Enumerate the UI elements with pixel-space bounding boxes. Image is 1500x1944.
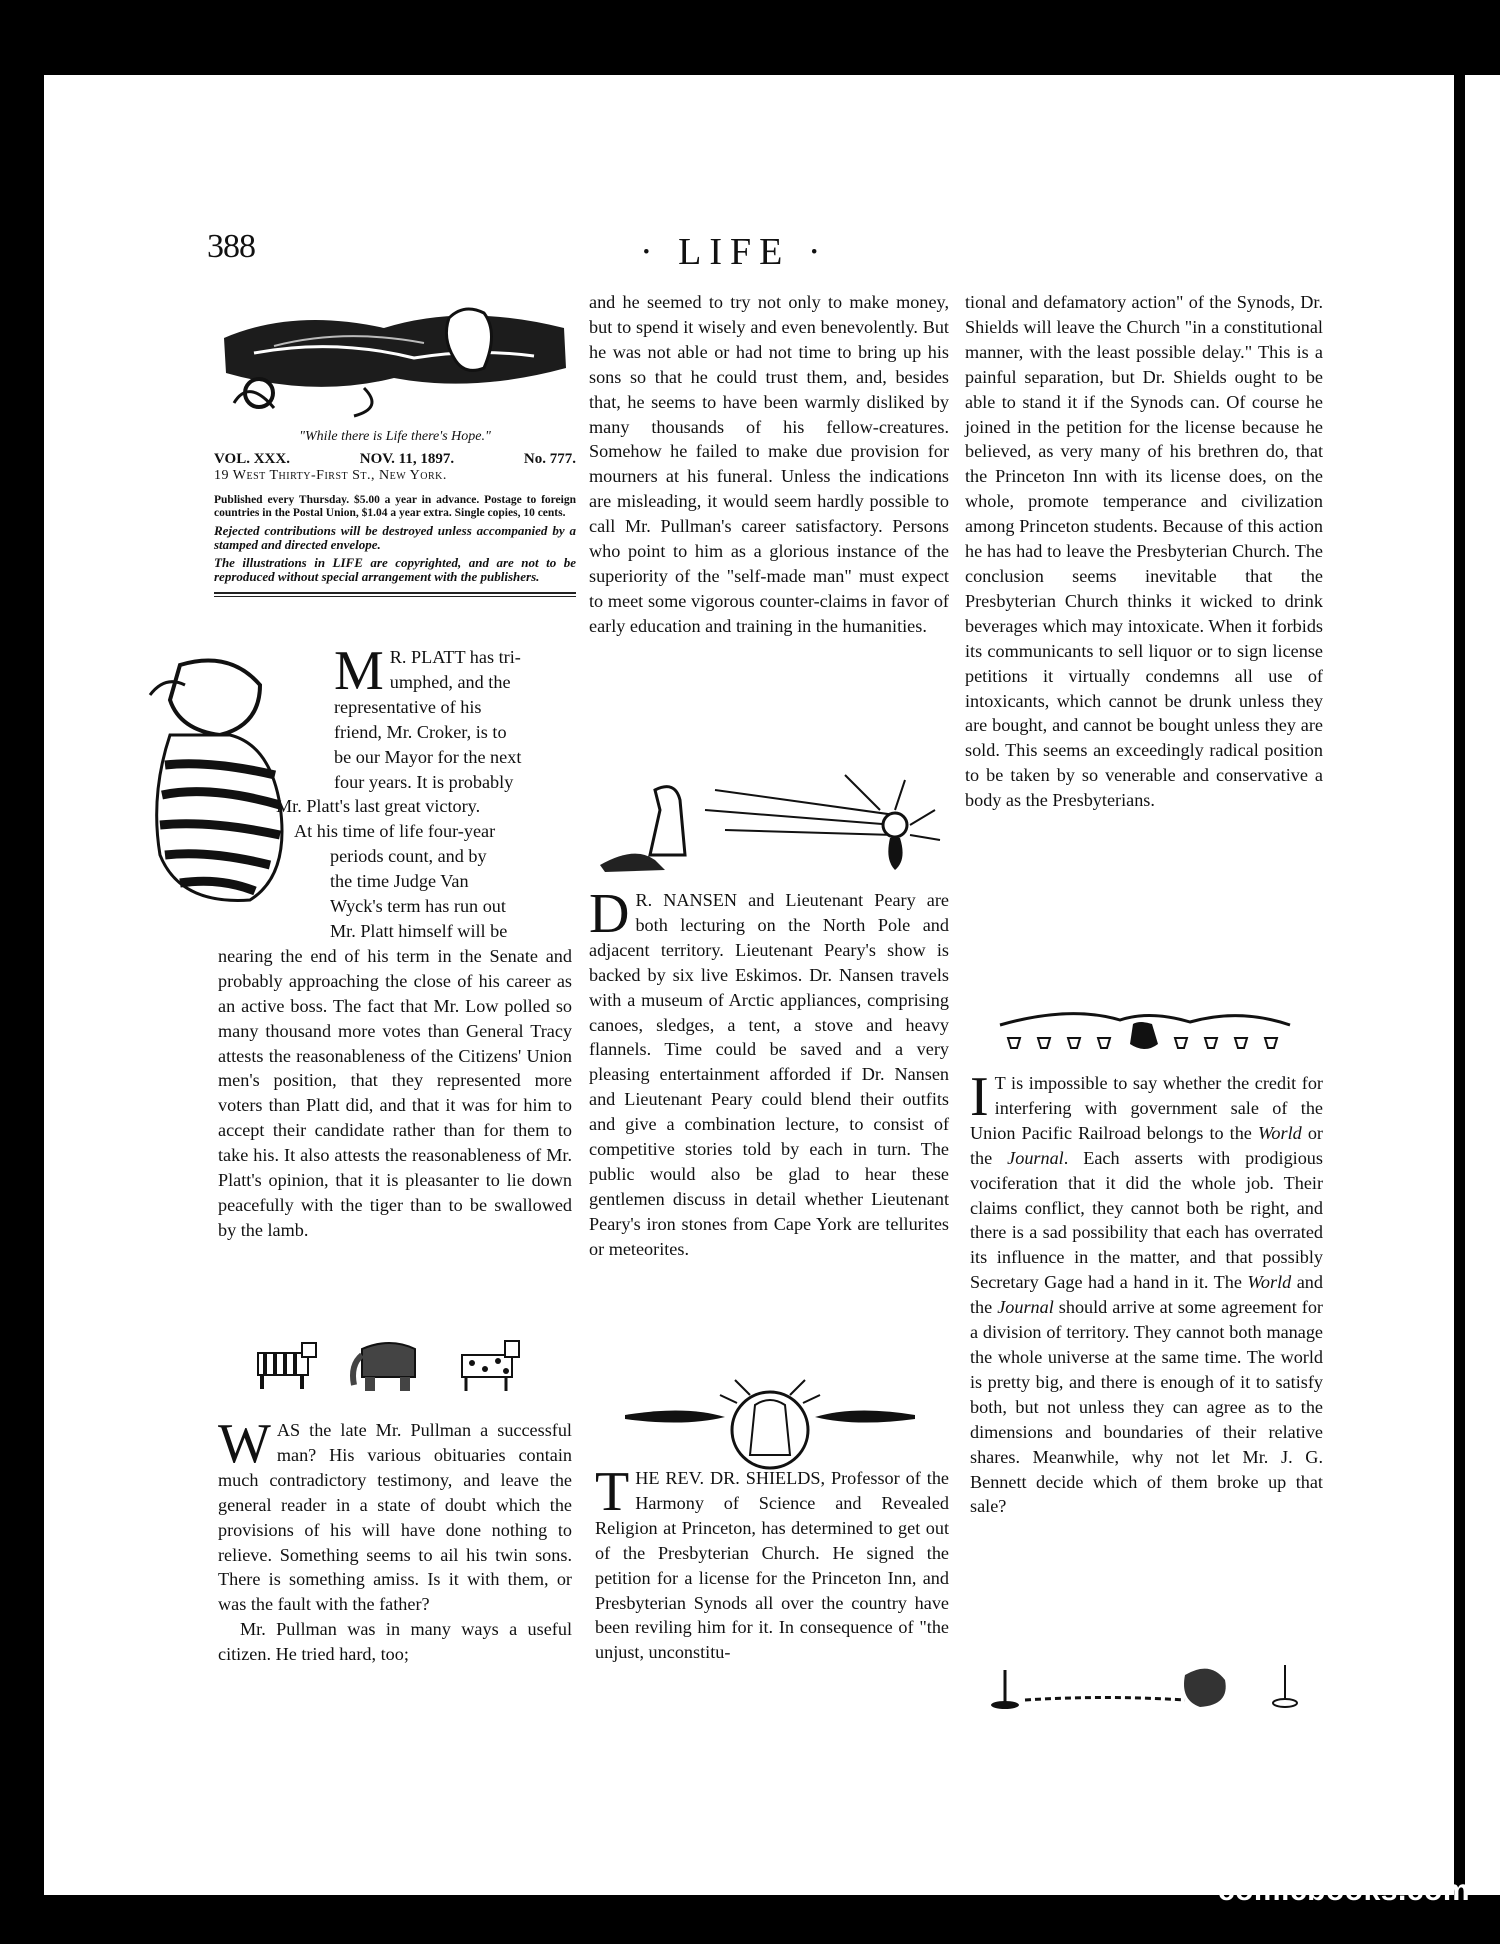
rejected-notice: Rejected contributions will be destroyed unless accompanied by a stamped and directed envelope. <box>214 523 576 552</box>
tail-illustration <box>985 1655 1315 1715</box>
platt-line: Mr. Platt himself will be <box>330 920 508 941</box>
platt-line: periods count, and by <box>330 846 487 867</box>
motto: "While there is Life there's Hope." <box>299 429 491 444</box>
explorer-illustration <box>595 770 945 880</box>
platt-line: Mr. Platt's last great victory. <box>276 796 481 817</box>
lamb-icon <box>462 1341 519 1391</box>
volume: VOL. XXX. <box>214 451 290 467</box>
platt-line: four years. It is probably <box>334 771 514 792</box>
pullman-section <box>218 1413 572 1667</box>
animals-illustration <box>250 1335 550 1395</box>
world-text: or the <box>970 1122 1323 1168</box>
pullman-continued: and he seemed to try not only to make money, but to spend it wisely and even benevolently. But he was not able or had not time to bring up his sons so that he could trust them, and, besides that, he seems to have been warmly disliked by many thousands of his fellow-creatures. Somehow he failed to make due provision for mourners at his funeral. Unless the indications are misleading, it would seem hardly possible to call Mr. Pullman's career satisfactory. Persons who point to him as a glorious instance of the superiority of the "self-made man" must expect to meet some vigorous counter-claims in favor of early education and training in the humanities. <box>589 292 949 636</box>
world-journal-section <box>970 1066 1323 1519</box>
world-text: . Each asserts with prodigious vociferation that it did the whole job. Their claims conflict, they cannot both be right, and there is a sad possibility that each has overrated its influence in the matter, and that possibly Secretary Gage had a hand in it. The <box>970 1147 1323 1293</box>
platt-line: the time Judge Van <box>330 871 469 892</box>
shields-section <box>595 1461 949 1665</box>
issue-date: NOV. 11, 1897. <box>359 451 455 467</box>
platt-wrap-lines <box>218 640 572 944</box>
journal-title: Journal <box>997 1297 1054 1318</box>
platt-line: Wyck's term has run out <box>330 896 506 917</box>
publishing-terms: Published every Thursday. $5.00 a year in advance. Postage to foreign countries in the Postal Union, $1.04 a year extra. Single copies, 10 cents. <box>214 494 576 519</box>
glasses-illustration <box>990 1000 1300 1060</box>
masthead-title: · LIFE · <box>640 231 829 273</box>
tiger-icon <box>258 1343 316 1389</box>
address: 19 West Thirty-First St., New York. <box>214 468 447 483</box>
world-text: T is impossible to say whether the credit for interfering with government sale of the Union Pacific Railroad belongs to the <box>970 1073 1323 1143</box>
nansen-drop-cap: D <box>589 883 630 945</box>
journal-title: Journal <box>1007 1147 1064 1168</box>
column-3 <box>965 290 1323 813</box>
pullman-paragraph: AS the late Mr. Pullman a successful man? His various obituaries contain much contradictory testimony, and leave the general reader in a state of doubt which the provisions of his will have done nothing to relieve. Something seems to ail his twin sons. There is something amiss. Is it with them, or was the fault with the father? <box>218 1420 572 1615</box>
page-number: 388 <box>207 228 255 265</box>
platt-line: representative of his <box>334 696 482 717</box>
volume-line <box>214 451 576 468</box>
watermark-credit: comicbooks.com <box>1217 1874 1470 1907</box>
platt-paragraph: nearing the end of his term in the Senate and probably approaching the close of his career as an active boss. The fact that Mr. Low polled so many thousand more votes than General Tracy attests the reasonableness of the Citizens' Union men's position, that they represented more voters than Platt did, and that it was for him to accept their candidate rather than for them to take his. It also attests the reasonableness of Mr. Platt's opinion, that it is pleasanter to lie down peacefully with the tiger than to be swallowed by the lamb. <box>218 945 572 1240</box>
pullman-drop-cap: W <box>218 1413 271 1475</box>
platt-line: R. PLATT has tri- <box>389 647 521 667</box>
world-title: World <box>1257 1122 1302 1143</box>
world-title: World <box>1247 1272 1292 1293</box>
column-2 <box>589 290 949 639</box>
column-1 <box>218 640 572 1243</box>
platt-line: umphed, and the <box>389 671 511 692</box>
world-drop-cap: I <box>970 1066 989 1128</box>
shields-paragraph: HE REV. DR. SHIELDS, Professor of the Harmony of Science and Revealed Religion at Princeton, has determined to get out of the Presbyterian Church. He signed the petition for a license for the Princeton Inn, and Presbyterian Synods all over the country have been reviling him for it. In consequence of "the unjust, unconstitu- <box>595 1468 949 1663</box>
nansen-paragraph: R. NANSEN and Lieutenant Peary are both lecturing on the North Pole and adjacent territory. Lieutenant Peary's show is backed by six live Eskimos. Dr. Nansen travels with a museum of Arctic appliances, comprising canoes, sledges, a tent, a stove and heavy flannels. Time could be saved and a very pleasing entertainment afforded if Dr. Nansen and Lieutenant Peary could blend their outfits and give a combination lecture, to consist of competitive stories told by each in turn. The public would also be glad to hear these gentlemen discuss in detail whether Lieutenant Peary's iron stones from Cape York are tellurites or meteorites. <box>589 890 949 1259</box>
shields-drop-cap: T <box>595 1461 630 1523</box>
world-text: and the <box>970 1272 1323 1318</box>
elephant-icon <box>353 1343 415 1391</box>
facing-page-edge <box>1465 75 1500 1895</box>
banner-illustration <box>214 298 576 418</box>
copyright-notice: The illustrations in LIFE are copyrighted, and are not to be reproduced without special arrangement with the publishers. <box>214 555 576 584</box>
pullman-paragraph-2: Mr. Pullman was in many ways a useful citizen. He tried hard, too; <box>218 1619 572 1665</box>
platt-drop-cap: M <box>334 640 384 702</box>
box-rule <box>214 592 576 597</box>
world-text: should arrive at some agreement for a division of territory. They cannot both manage the whole universe at the same time. The world is pretty big, and there is enough of it to satisfy both, but not unless they can agree as to the dimensions and boundaries of their relative shares. Meanwhile, why not let Mr. J. G. Bennett decide which of them broke up that sale? <box>970 1297 1323 1517</box>
shields-continued: tional and defamatory action" of the Synods, Dr. Shields will leave the Church "in a constitutional manner, with the least possible delay." This is a painful separation, but Dr. Shields ought to be able to stand it if the Synods can. Of course he joined in the petition for the license because he believed, as very many of his brethren do, that the Princeton Inn with its license does, on the whole, promote temperance and civilization among Princeton students. Because of this action he has had to leave the Presbyterian Church. The conclusion seems inevitable that the Presbyterian Church thinks it wicked to drink beverages which may intoxicate. When it forbids its communicants to sell liquor or to sign license petitions it virtually condemns all use of intoxicants, which cannot be drunk unless they are bought, and cannot be bought unless they are sold. This seems an exceedingly radical position to be taken by so venerable and conservative a body as the Presbyterians. <box>965 292 1323 811</box>
nansen-section <box>589 883 949 1262</box>
publication-box <box>214 298 576 597</box>
platt-line: At his time of life four-year <box>294 821 496 842</box>
platt-line: be our Mayor for the next <box>334 746 522 767</box>
seal-illustration <box>625 1375 915 1475</box>
platt-line: friend, Mr. Croker, is to <box>334 721 507 742</box>
issue-number: No. 777. <box>523 451 576 467</box>
